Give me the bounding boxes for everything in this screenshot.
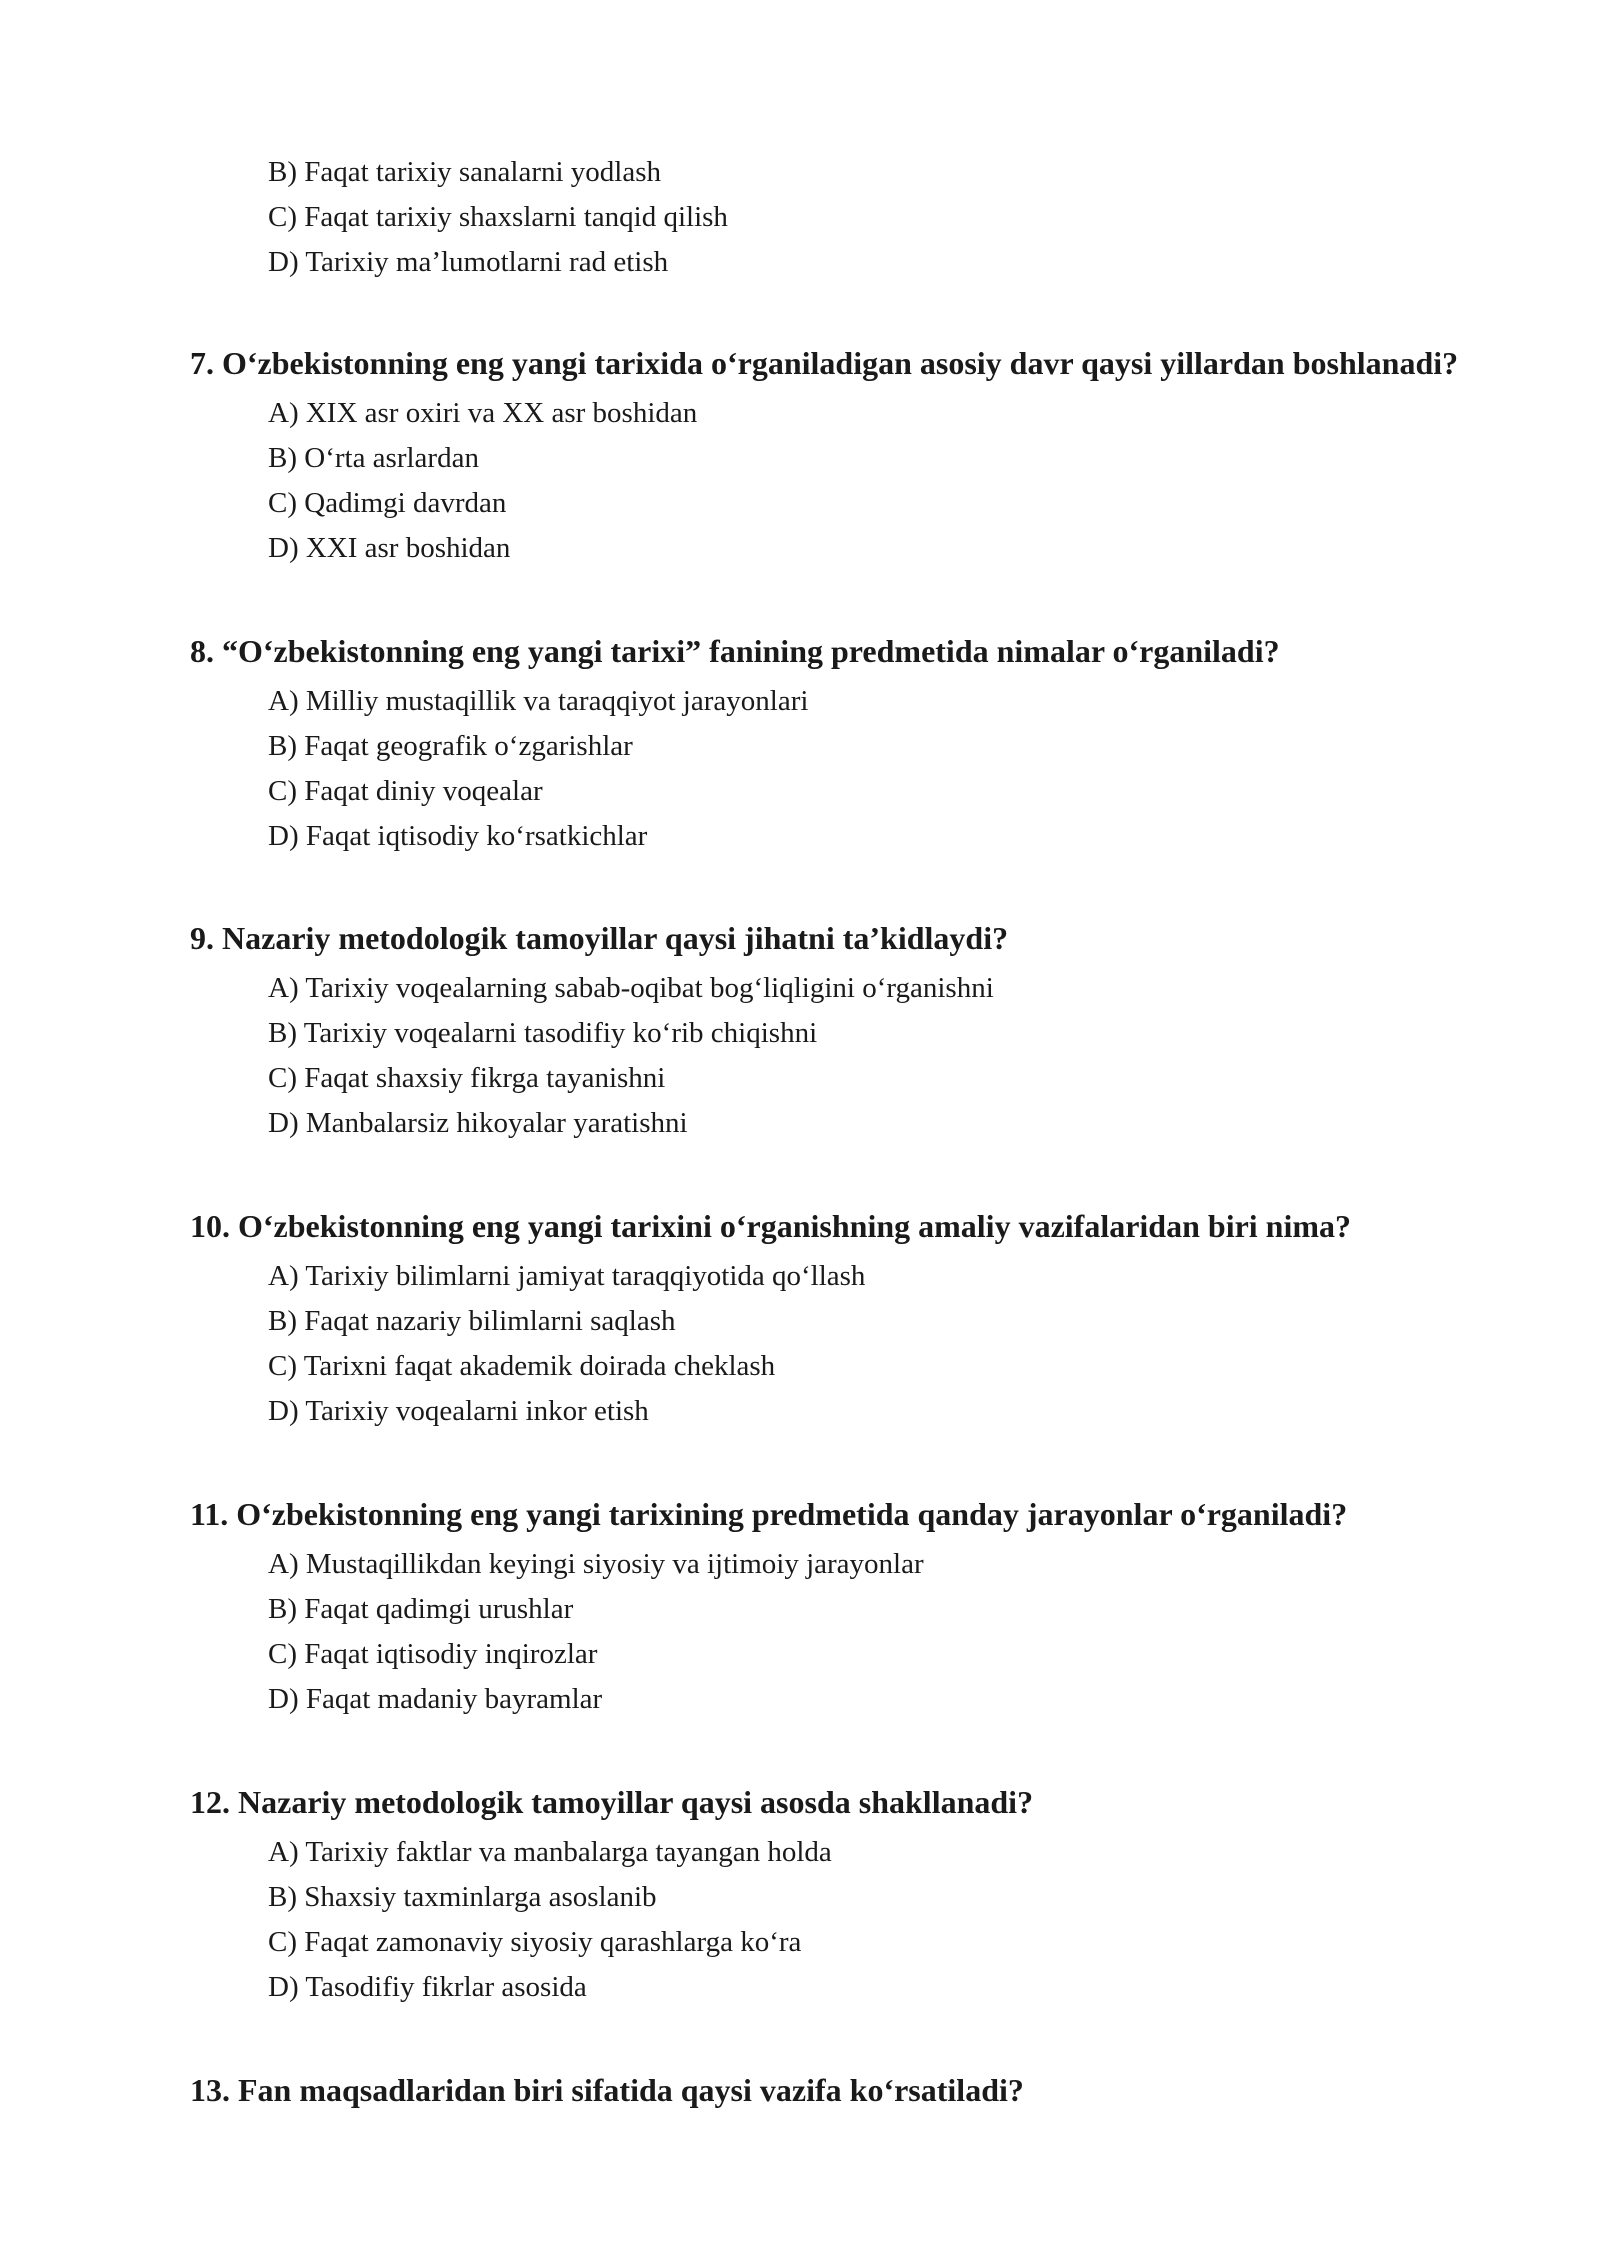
option-a: A) Tarixiy bilimlarni jamiyat taraqqiyotida qo‘llash xyxy=(268,1260,866,1292)
option-list xyxy=(190,391,1570,571)
option-a: A) XIX asr oxiri va XX asr boshidan xyxy=(268,397,698,429)
option-d: D) Faqat iqtisodiy ko‘rsatkichlar xyxy=(268,820,648,852)
option-c: C) Faqat diniy voqealar xyxy=(268,775,543,807)
continued-options xyxy=(268,150,728,285)
option-b: B) Faqat qadimgi urushlar xyxy=(268,1593,574,1625)
question-8 xyxy=(190,631,1570,859)
option-d: D) Manbalarsiz hikoyalar yaratishni xyxy=(268,1107,688,1139)
option-list xyxy=(190,679,1570,859)
question-12 xyxy=(190,1782,1570,2010)
option-a: A) Milliy mustaqillik va taraqqiyot jarayonlari xyxy=(268,685,809,717)
question-13 xyxy=(190,2070,1570,2110)
question-9 xyxy=(190,918,1570,1146)
question-title: 12. Nazariy metodologik tamoyillar qaysi asosda shakllanadi? xyxy=(190,1784,1034,1820)
option-b: B) O‘rta asrlardan xyxy=(268,442,479,474)
option-b: B) Faqat nazariy bilimlarni saqlash xyxy=(268,1305,676,1337)
option-list xyxy=(190,966,1570,1146)
question-title: 9. Nazariy metodologik tamoyillar qaysi jihatni ta’kidlaydi? xyxy=(190,920,1009,956)
option-c: C) Qadimgi davrdan xyxy=(268,487,507,519)
question-title: 10. O‘zbekistonning eng yangi tarixini o‘rganishning amaliy vazifalaridan biri nima? xyxy=(190,1208,1352,1244)
option-c: C) Faqat tarixiy shaxslarni tanqid qilish xyxy=(268,201,728,233)
option-d: D) XXI asr boshidan xyxy=(268,532,511,564)
option-a: A) Tarixiy faktlar va manbalarga tayangan holda xyxy=(268,1836,832,1868)
option-c: C) Faqat zamonaviy siyosiy qarashlarga ko‘ra xyxy=(268,1926,802,1958)
question-title: 11. O‘zbekistonning eng yangi tarixining predmetida qanday jarayonlar o‘rganiladi? xyxy=(190,1496,1348,1532)
option-c: C) Faqat iqtisodiy inqirozlar xyxy=(268,1638,598,1670)
option-b: B) Faqat tarixiy sanalarni yodlash xyxy=(268,156,662,188)
question-10 xyxy=(190,1206,1570,1434)
question-7 xyxy=(190,343,1570,571)
option-b: B) Faqat geografik o‘zgarishlar xyxy=(268,730,633,762)
question-11 xyxy=(190,1494,1570,1722)
option-list xyxy=(190,1542,1570,1722)
option-d: D) Tarixiy ma’lumotlarni rad etish xyxy=(268,246,669,278)
option-a: A) Mustaqillikdan keyingi siyosiy va ijtimoiy jarayonlar xyxy=(268,1548,924,1580)
option-list xyxy=(190,1254,1570,1434)
option-c: C) Faqat shaxsiy fikrga tayanishni xyxy=(268,1062,666,1094)
option-list xyxy=(190,1830,1570,2010)
option-c: C) Tarixni faqat akademik doirada cheklash xyxy=(268,1350,776,1382)
question-title: 8. “O‘zbekistonning eng yangi tarixi” fanining predmetida nimalar o‘rganiladi? xyxy=(190,633,1280,669)
question-title: 13. Fan maqsadlaridan biri sifatida qaysi vazifa ko‘rsatiladi? xyxy=(190,2072,1024,2108)
option-d: D) Tarixiy voqealarni inkor etish xyxy=(268,1395,649,1427)
option-d: D) Tasodifiy fikrlar asosida xyxy=(268,1971,587,2003)
option-b: B) Tarixiy voqealarni tasodifiy ko‘rib chiqishni xyxy=(268,1017,818,1049)
question-title: 7. O‘zbekistonning eng yangi tarixida o‘rganiladigan asosiy davr qaysi yillardan boshlanadi? xyxy=(190,345,1459,381)
option-a: A) Tarixiy voqealarning sabab-oqibat bog‘liqligini o‘rganishni xyxy=(268,972,994,1004)
option-d: D) Faqat madaniy bayramlar xyxy=(268,1683,603,1715)
option-b: B) Shaxsiy taxminlarga asoslanib xyxy=(268,1881,657,1913)
